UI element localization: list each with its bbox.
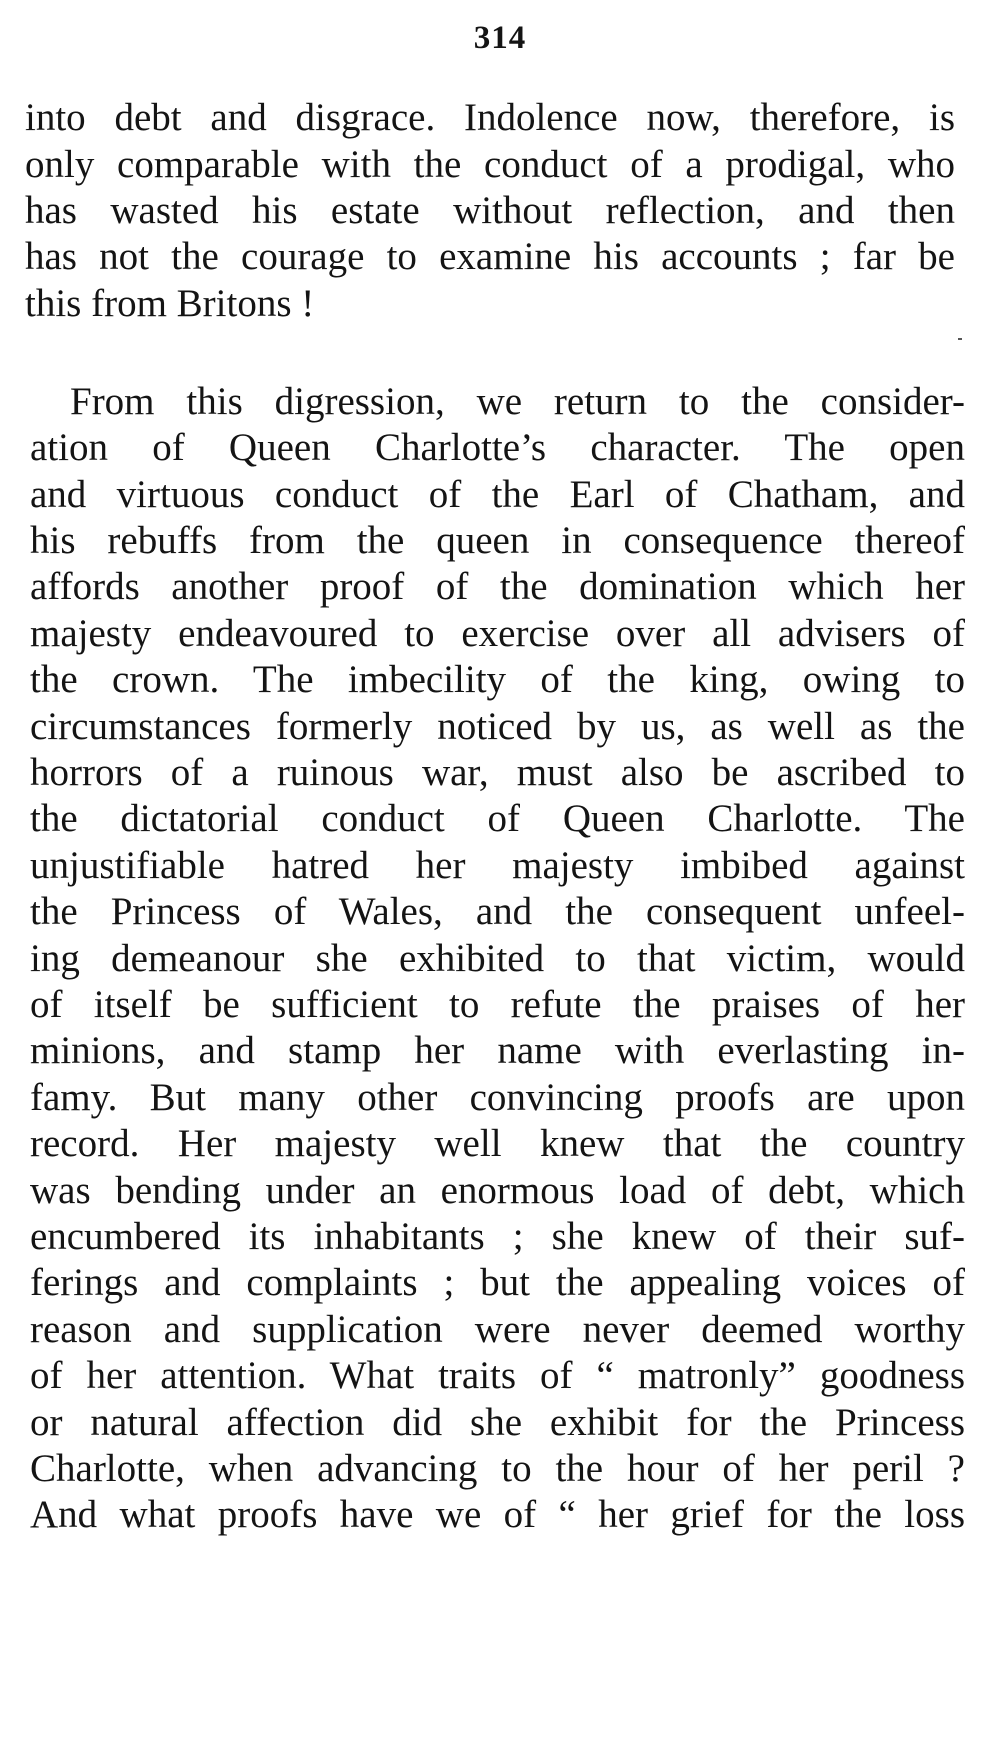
text-line: reason and supplication were never deemed worthy	[30, 1308, 965, 1351]
page-number: 314	[473, 20, 527, 56]
text-line: this from Britons !	[25, 282, 315, 325]
text-line: the Princess of Wales, and the consequent unfeel-	[30, 890, 965, 933]
text-line: affords another proof of the domination which her	[30, 565, 965, 608]
text-line: has not the courage to examine his accounts ; far be	[25, 235, 955, 278]
text-line: ing demeanour she exhibited to that victim, would	[30, 937, 965, 980]
text-line: was bending under an enormous load of debt, which	[30, 1169, 965, 1212]
text-line: of her attention. What traits of “ matronly” goodness	[30, 1354, 965, 1397]
text-line: has wasted his estate without reflection, and then	[25, 189, 955, 232]
text-line: the crown. The imbecility of the king, owing to	[30, 658, 965, 701]
text-line: horrors of a ruinous war, must also be ascribed to	[30, 751, 965, 794]
text-line: famy. But many other convincing proofs are upon	[30, 1076, 965, 1119]
text-line: record. Her majesty well knew that the country	[30, 1122, 965, 1165]
text-line: ation of Queen Charlotte’s character. The open	[30, 426, 965, 469]
text-line: majesty endeavoured to exercise over all advisers of	[30, 612, 965, 655]
text-line: minions, and stamp her name with everlasting in-	[30, 1029, 965, 1072]
text-line: and virtuous conduct of the Earl of Chatham, and	[30, 473, 965, 516]
text-line: ferings and complaints ; but the appealing voices of	[30, 1261, 965, 1304]
text-line: his rebuffs from the queen in consequence thereof	[30, 519, 965, 562]
text-line: the dictatorial conduct of Queen Charlotte. The	[30, 797, 965, 840]
text-line: unjustifiable hatred her majesty imbibed against	[30, 844, 965, 887]
text-line: or natural affection did she exhibit for the Princess	[30, 1401, 965, 1444]
scan-speck	[958, 338, 962, 340]
text-line: From this digression, we return to the consider-	[70, 380, 965, 423]
text-line: into debt and disgrace. Indolence now, therefore, is	[25, 96, 955, 139]
text-line: of itself be sufficient to refute the praises of her	[30, 983, 965, 1026]
text-line: And what proofs have we of “ her grief for the loss	[30, 1493, 965, 1536]
text-line: circumstances formerly noticed by us, as well as the	[30, 705, 965, 748]
text-line: only comparable with the conduct of a prodigal, who	[25, 143, 955, 186]
text-line: Charlotte, when advancing to the hour of her peril ?	[30, 1447, 965, 1490]
text-line: encumbered its inhabitants ; she knew of their suf-	[30, 1215, 965, 1258]
